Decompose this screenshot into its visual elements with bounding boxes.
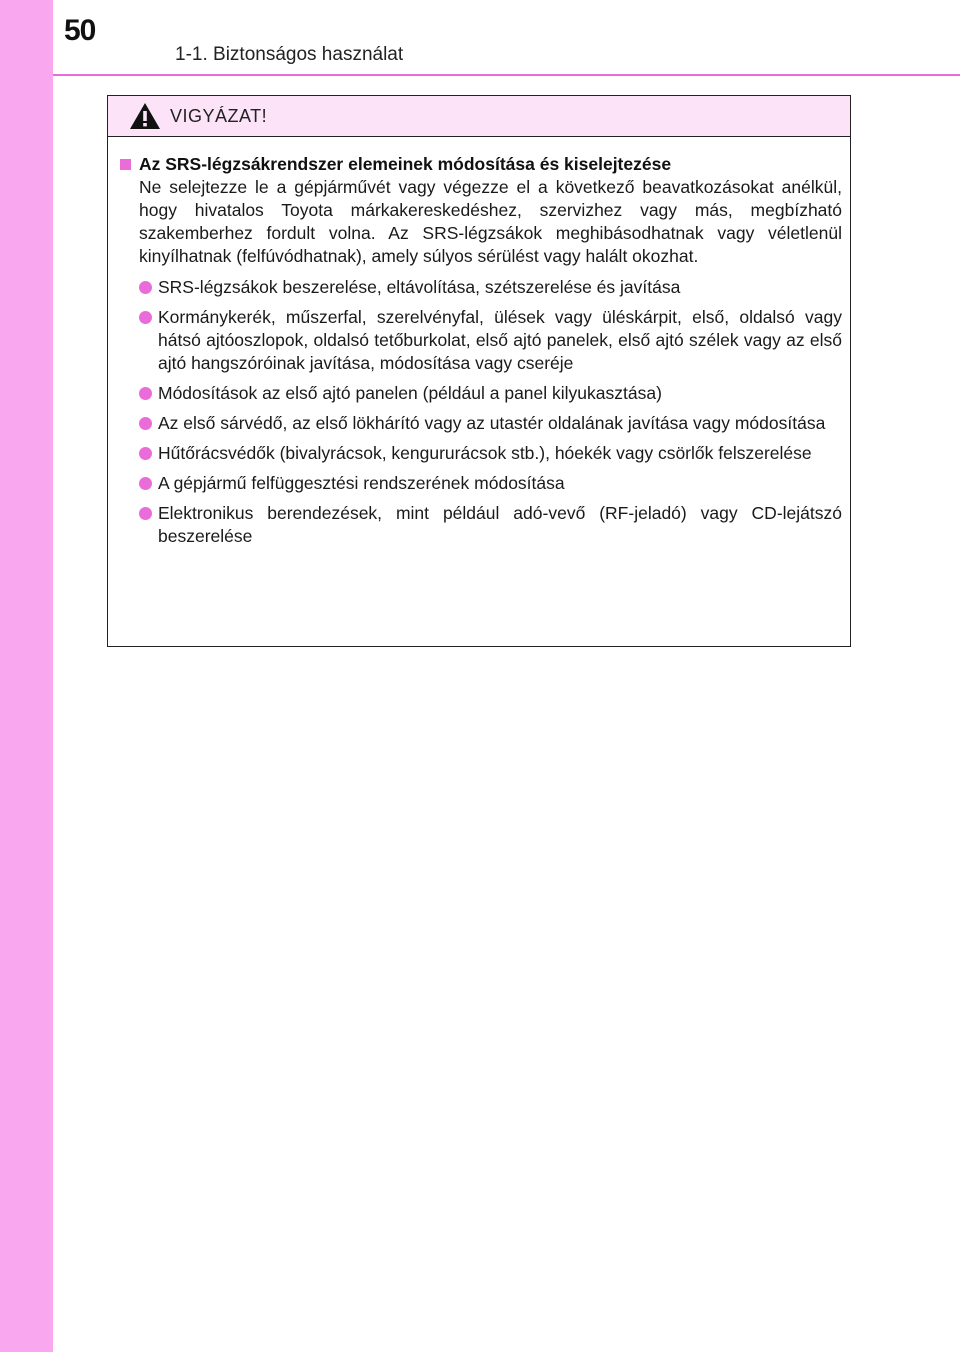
header-rule — [53, 74, 960, 76]
list-item — [120, 442, 842, 465]
warning-heading: Az SRS-légzsákrendszer elemeinek módosítása és kiselejtezése — [139, 154, 672, 174]
round-bullet-icon — [139, 281, 152, 294]
list-item-text: Módosítások az első ajtó panelen (például a panel kilyukasztása) — [158, 383, 662, 403]
list-item — [120, 306, 842, 375]
list-item — [120, 382, 842, 405]
warning-heading-row — [120, 153, 842, 176]
warning-header — [108, 96, 850, 137]
round-bullet-icon — [139, 417, 152, 430]
warning-body — [108, 137, 850, 548]
warning-title: VIGYÁZAT! — [170, 105, 268, 126]
warning-box — [107, 95, 851, 647]
round-bullet-icon — [139, 387, 152, 400]
list-item-text: A gépjármű felfüggesztési rendszerének módosítása — [158, 473, 565, 493]
list-item — [120, 502, 842, 548]
round-bullet-icon — [139, 507, 152, 520]
list-item-text: Hűtőrácsvédők (bivalyrácsok, kengururácsok stb.), hóekék vagy csörlők felszerelése — [158, 443, 812, 463]
list-item-text: Kormánykerék, műszerfal, szerelvényfal, ülések vagy üléskárpit, első, oldalsó vagy hátsó ajtóoszlopok, oldalsó tetőburkolat, első ajtó panelek, első ajtó szélek vagy az első ajtó hangszóróinak javítása, módosítása vagy cseréje — [158, 307, 842, 373]
list-item — [120, 472, 842, 495]
square-bullet-icon — [120, 159, 131, 170]
list-item-text: SRS-légzsákok beszerelése, eltávolítása, szétszerelése és javítása — [158, 277, 681, 297]
round-bullet-icon — [139, 311, 152, 324]
list-item-text: Az első sárvédő, az első lökhárító vagy az utastér oldalának javítása vagy módosítása — [158, 413, 826, 433]
warning-triangle-icon — [128, 101, 162, 131]
warning-list — [120, 276, 842, 548]
page-number: 50 — [64, 14, 96, 47]
list-item-text: Elektronikus berendezések, mint például adó-vevő (RF-jeladó) vagy CD-lejátszó beszerelése — [158, 503, 842, 546]
section-title: 1-1. Biztonságos használat — [175, 44, 404, 65]
list-item — [120, 412, 842, 435]
round-bullet-icon — [139, 447, 152, 460]
list-item — [120, 276, 842, 299]
round-bullet-icon — [139, 477, 152, 490]
warning-intro: Ne selejtezze le a gépjárművét vagy végezze el a következő beavatkozásokat anélkül, hogy hivatalos Toyota márkakereskedéshez, szervizhez vagy más, megbízható szakemberhez fordult volna. Az SRS-légzsákok meghibásodhatnak vagy véletlenül kinyílhatnak (felfúvódhatnak), amely súlyos sérülést vagy halált okozhat. — [139, 177, 842, 266]
side-color-band — [0, 0, 53, 1352]
